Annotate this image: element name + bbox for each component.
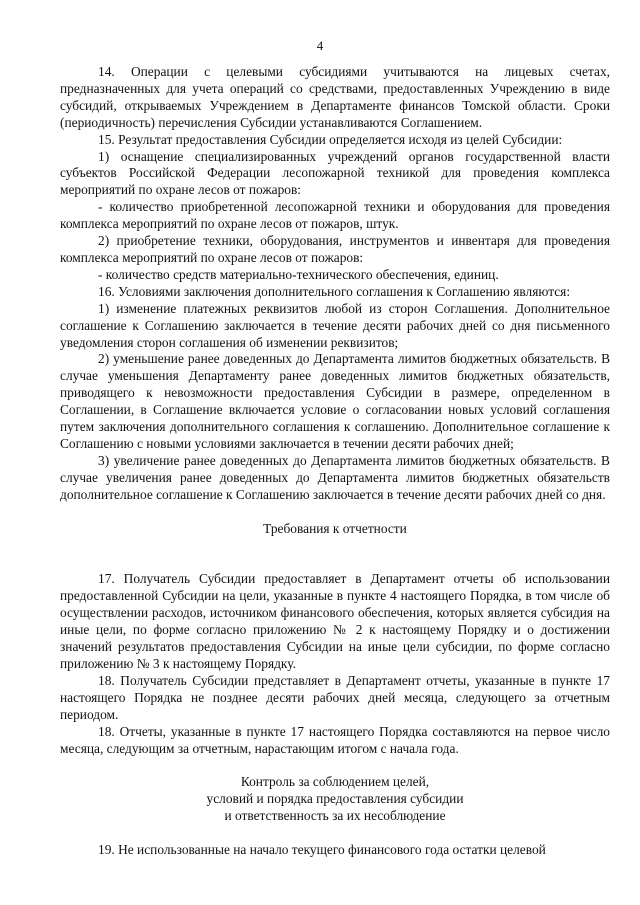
paragraph-15-item-2: 2) приобретение техники, оборудования, инструментов и инвентаря для проведения комплекса мероприятий по охране лесов от пожаров: [60,233,610,265]
paragraph-15-item-1-indicator: - количество приобретенной лесопожарной техники и оборудования для проведения комплекса мероприятий по охране лесов от пожаров, штук. [60,199,610,232]
paragraph-17: 17. Получатель Субсидии предоставляет в Департамент отчеты об использовании предоставленной Субсидии на цели, указанные в пункте 4 настоящего Порядка, в том числе об осуществлении расходов, источником финансового обеспечения, которых является субсидия на иные цели, по форме согласно приложению № 2 к настоящему Порядку и о достижении значений результатов предоставления Субсидии на иные цели субсидии, по форме согласно приложению № 3 к настоящему Порядку. [60,571,610,671]
paragraph-15-item-1: 1) оснащение специализированных учреждений органов государственной власти субъектов Российской Федерации лесопожарной техникой для проведения комплекса мероприятий по охране лесов от пожаров: [60,148,610,198]
paragraph-16-item-2: 2) уменьшение ранее доведенных до Департамента лимитов бюджетных обязательств. В случае уменьшения Департаменту ранее доведенных лимитов бюджетных обязательств, приводящего к невозможности предоставления Субсидии в размере, определенном в Соглашении, в Соглашение включается условие о согласовании новых условий соглашения путем заключения дополнительного соглашения к соглашению. Дополнительное соглашение к Соглашению с новыми условиями заключается в течении десяти рабочих дней; [60,351,610,451]
paragraph-15: 15. Результат предоставления Субсидии определяется исходя из целей Субсидии: [98,131,563,147]
page-number: 4 [316,38,324,53]
paragraph-18b: 18. Отчеты, указанные в пункте 17 настоящего Порядка составляются на первое число месяца, следующим за отчетным, нарастающим итогом с начала года. [60,723,610,756]
paragraph-14: 14. Операции с целевыми субсидиями учитываются на лицевых счетах, предназначенных для учета операций со средствами, предоставленных Учреждению в виде субсидий, открываемых Учреждением в Департаменте финансов Томской области. Сроки (периодичность) перечисления Субсидии устанавливаются Соглашением. [60,64,610,130]
paragraph-19: 19. Не использованные на начало текущего финансового года остатки целевой [98,842,546,858]
section-heading-control [60,774,610,825]
paragraph-16: 16. Условиями заключения дополнительного соглашения к Соглашению являются: [98,283,571,299]
section-heading-control-line-3: и ответственность за их несоблюдение [224,808,446,824]
section-heading-reporting: Требования к отчетности [263,520,407,536]
paragraph-16-item-1: 1) изменение платежных реквизитов любой из сторон Соглашения. Дополнительное соглашение к Соглашению заключается в течение десяти рабочих дней со дня письменного уведомления сторон соглашения об изменении реквизитов; [60,300,610,350]
paragraph-15-item-2-indicator: - количество средств материально-технического обеспечения, единиц. [98,266,499,282]
section-heading-control-line-2: условий и порядка предоставления субсидии [206,791,464,807]
section-heading-control-line-1: Контроль за соблюдением целей, [240,774,430,790]
paragraph-18a: 18. Получатель Субсидии представляет в Департамент отчеты, указанные в пункте 17 настоящего Порядка не позднее десяти рабочих дней месяца, следующего за отчетным периодом. [60,672,610,722]
paragraph-16-item-3: 3) увеличение ранее доведенных до Департамента лимитов бюджетных обязательств. В случае увеличения ранее доведенных до Департамента лимитов бюджетных обязательств дополнительное соглашение к Соглашению заключается в течение десяти рабочих дней со дня. [60,452,610,502]
document-body [60,64,610,859]
